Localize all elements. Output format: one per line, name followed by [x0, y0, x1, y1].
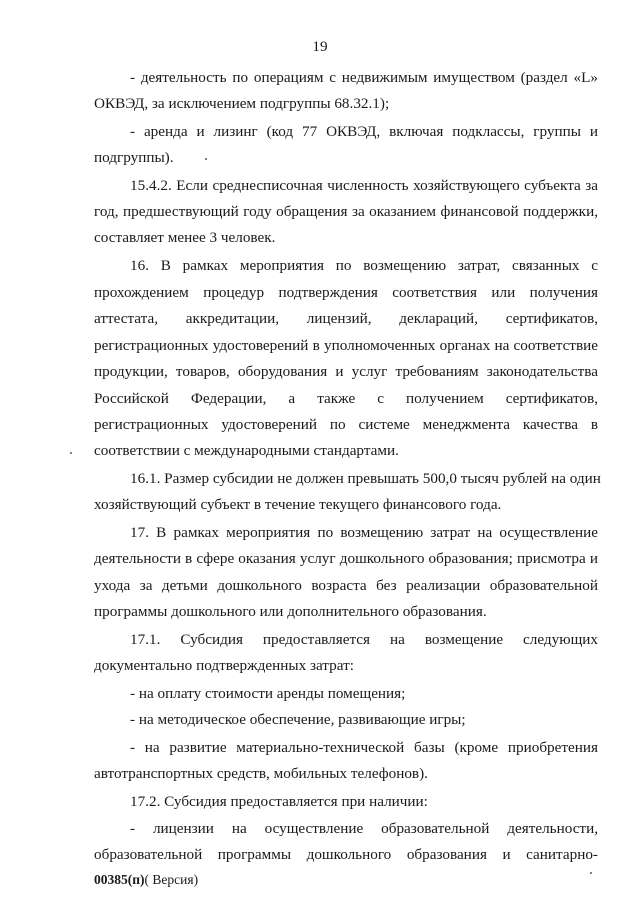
text-line: - на методическое обеспечение, развивающие игры; — [130, 711, 466, 728]
footer-code: 00385(п) — [94, 872, 145, 887]
footer-version — [94, 872, 198, 888]
text-line: подгруппы). — [94, 149, 174, 166]
text-line: 15.4.2. Если среднесписочная численность хозяйствующего субъекта за — [130, 177, 598, 194]
text-line: регистрационных удостоверений в уполномоченных органах на соответствие — [94, 337, 598, 354]
scan-speck — [205, 158, 207, 160]
text-line: 16. В рамках мероприятия по возмещению затрат, связанных с — [130, 257, 598, 274]
text-line: Российской Федерации, а также с получением сертификатов, — [94, 390, 598, 407]
text-line: ОКВЭД, за исключением подгруппы 68.32.1); — [94, 95, 390, 112]
text-line: - на развитие материально-технической базы (кроме приобретения — [130, 739, 598, 756]
text-line: - деятельность по операциям с недвижимым имуществом (раздел «L» — [130, 69, 598, 86]
text-line: - на оплату стоимости аренды помещения; — [130, 685, 406, 702]
text-line: 16.1. Размер субсидии не должен превышать 500,0 тысяч рублей на один — [130, 470, 601, 487]
text-line: деятельности в сфере оказания услуг дошкольного образования; присмотра и — [94, 550, 598, 567]
text-line: хозяйствующий субъект в течение текущего финансового года. — [94, 496, 502, 513]
text-line: ухода за детьми дошкольного возраста без реализации образовательной — [94, 577, 598, 594]
text-line: продукции, товаров, оборудования и услуг требованиям законодательства — [94, 363, 598, 380]
text-line: регистрационных удостоверений по системе менеджмента качества в — [94, 416, 598, 433]
text-line: аттестата, аккредитации, лицензий, деклараций, сертификатов, — [94, 310, 598, 327]
text-line: документально подтвержденных затрат: — [94, 657, 354, 674]
text-line: - лицензии на осуществление образовательной деятельности, — [130, 820, 598, 837]
scan-speck — [70, 452, 72, 454]
text-line: прохождением процедур подтверждения соответствия или получения — [94, 284, 598, 301]
text-line: год, предшествующий году обращения за оказанием финансовой поддержки, — [94, 203, 598, 220]
footer-label: ( Версия) — [144, 872, 199, 887]
text-line: составляет менее 3 человек. — [94, 229, 276, 246]
text-line: 17. В рамках мероприятия по возмещению затрат на осуществление — [130, 524, 598, 541]
page-number: 19 — [312, 38, 328, 55]
text-line: программы дошкольного или дополнительного образования. — [94, 603, 487, 620]
text-line: - аренда и лизинг (код 77 ОКВЭД, включая подклассы, группы и — [130, 123, 598, 140]
text-line: образовательной программы дошкольного образования и санитарно- — [94, 846, 598, 863]
text-line: соответствии с международными стандартами. — [94, 442, 399, 459]
text-line: 17.1. Субсидия предоставляется на возмещение следующих — [130, 631, 598, 648]
text-line: 17.2. Субсидия предоставляется при наличии: — [130, 793, 428, 810]
scan-speck — [590, 872, 592, 874]
text-line: автотранспортных средств, мобильных телефонов). — [94, 765, 428, 782]
